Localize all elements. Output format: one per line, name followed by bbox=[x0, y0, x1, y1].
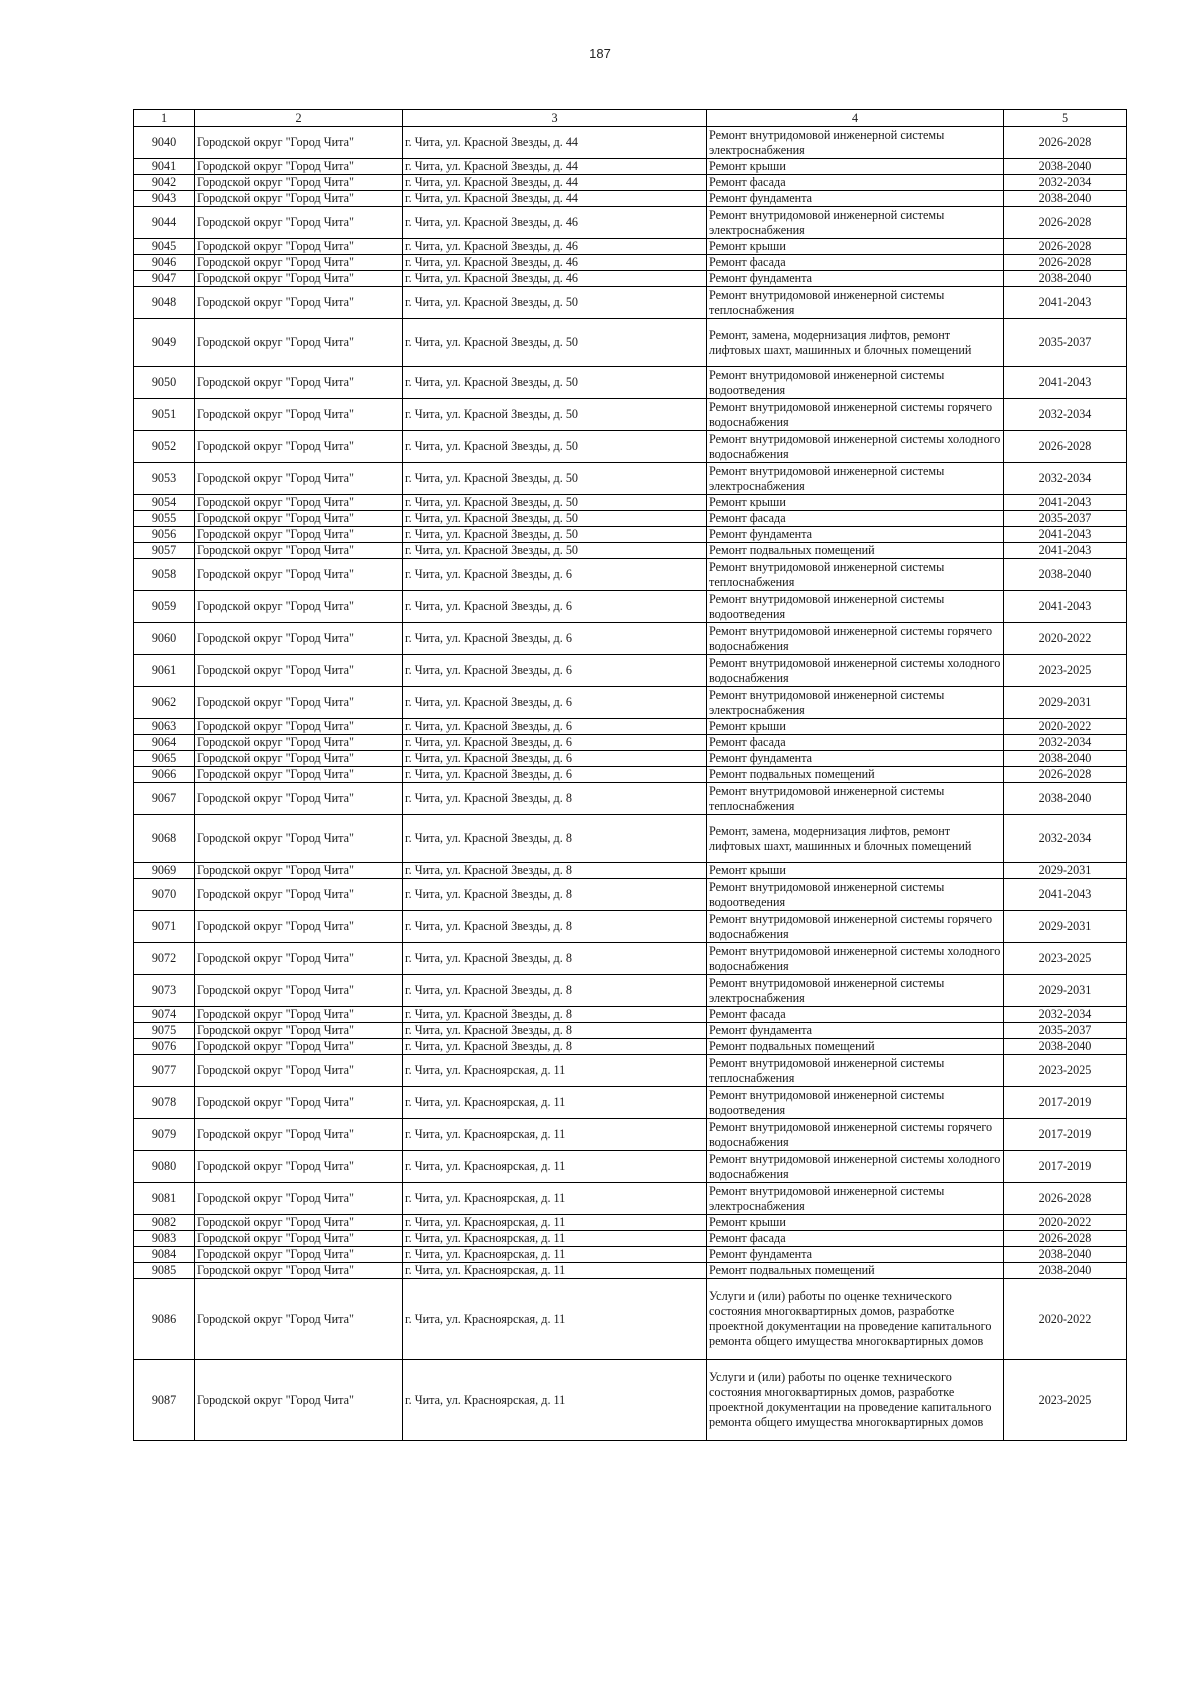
row-work-type: Ремонт фундамента bbox=[707, 191, 1004, 207]
table-row bbox=[134, 159, 1127, 175]
row-district: Городской округ "Город Чита" bbox=[195, 783, 403, 815]
row-district: Городской округ "Город Чита" bbox=[195, 1055, 403, 1087]
row-period: 2038-2040 bbox=[1004, 1247, 1127, 1263]
row-period: 2026-2028 bbox=[1004, 127, 1127, 159]
table-row bbox=[134, 367, 1127, 399]
row-address: г. Чита, ул. Красной Звезды, д. 6 bbox=[403, 735, 707, 751]
row-number: 9086 bbox=[134, 1279, 195, 1360]
row-work-type: Ремонт внутридомовой инженерной системы теплоснабжения bbox=[707, 559, 1004, 591]
column-header-work-type: 4 bbox=[707, 110, 1004, 127]
row-district: Городской округ "Город Чита" bbox=[195, 1087, 403, 1119]
table-row bbox=[134, 767, 1127, 783]
table-row bbox=[134, 319, 1127, 367]
row-district: Городской округ "Город Чита" bbox=[195, 1279, 403, 1360]
row-period: 2026-2028 bbox=[1004, 207, 1127, 239]
row-period: 2041-2043 bbox=[1004, 495, 1127, 511]
row-number: 9052 bbox=[134, 431, 195, 463]
row-number: 9069 bbox=[134, 863, 195, 879]
row-district: Городской округ "Город Чита" bbox=[195, 271, 403, 287]
row-work-type: Ремонт внутридомовой инженерной системы водоотведения bbox=[707, 367, 1004, 399]
table-row bbox=[134, 783, 1127, 815]
row-address: г. Чита, ул. Красной Звезды, д. 50 bbox=[403, 527, 707, 543]
row-work-type: Ремонт внутридомовой инженерной системы теплоснабжения bbox=[707, 783, 1004, 815]
row-period: 2029-2031 bbox=[1004, 975, 1127, 1007]
row-address: г. Чита, ул. Красной Звезды, д. 50 bbox=[403, 495, 707, 511]
row-address: г. Чита, ул. Красной Звезды, д. 6 bbox=[403, 687, 707, 719]
row-work-type: Услуги и (или) работы по оценке технического состояния многоквартирных домов, разработке проектной документации на проведение капитального ремонта общего имущества многоквартирных домов bbox=[707, 1360, 1004, 1441]
row-district: Городской округ "Город Чита" bbox=[195, 463, 403, 495]
table-row bbox=[134, 1360, 1127, 1441]
table-row bbox=[134, 399, 1127, 431]
row-district: Городской округ "Город Чита" bbox=[195, 911, 403, 943]
row-address: г. Чита, ул. Красной Звезды, д. 6 bbox=[403, 591, 707, 623]
column-header-address: 3 bbox=[403, 110, 707, 127]
row-period: 2038-2040 bbox=[1004, 159, 1127, 175]
table-row bbox=[134, 879, 1127, 911]
table-row bbox=[134, 975, 1127, 1007]
row-number: 9043 bbox=[134, 191, 195, 207]
row-address: г. Чита, ул. Красноярская, д. 11 bbox=[403, 1360, 707, 1441]
row-work-type: Ремонт внутридомовой инженерной системы теплоснабжения bbox=[707, 1055, 1004, 1087]
row-number: 9045 bbox=[134, 239, 195, 255]
row-period: 2038-2040 bbox=[1004, 1263, 1127, 1279]
table-row bbox=[134, 687, 1127, 719]
row-number: 9060 bbox=[134, 623, 195, 655]
table-body bbox=[134, 127, 1127, 1441]
row-period: 2041-2043 bbox=[1004, 287, 1127, 319]
column-header-number: 1 bbox=[134, 110, 195, 127]
row-address: г. Чита, ул. Красной Звезды, д. 44 bbox=[403, 127, 707, 159]
row-district: Городской округ "Город Чита" bbox=[195, 367, 403, 399]
row-period: 2026-2028 bbox=[1004, 431, 1127, 463]
row-work-type: Ремонт внутридомовой инженерной системы водоотведения bbox=[707, 879, 1004, 911]
row-address: г. Чита, ул. Красноярская, д. 11 bbox=[403, 1247, 707, 1263]
table-row bbox=[134, 1039, 1127, 1055]
row-district: Городской округ "Город Чита" bbox=[195, 543, 403, 559]
row-district: Городской округ "Город Чита" bbox=[195, 655, 403, 687]
row-work-type: Ремонт внутридомовой инженерной системы холодного водоснабжения bbox=[707, 943, 1004, 975]
table-row bbox=[134, 207, 1127, 239]
table-row bbox=[134, 495, 1127, 511]
table-row bbox=[134, 271, 1127, 287]
row-address: г. Чита, ул. Красной Звезды, д. 8 bbox=[403, 815, 707, 863]
row-district: Городской округ "Город Чита" bbox=[195, 943, 403, 975]
row-address: г. Чита, ул. Красной Звезды, д. 50 bbox=[403, 463, 707, 495]
row-work-type: Ремонт фундамента bbox=[707, 1023, 1004, 1039]
row-address: г. Чита, ул. Красной Звезды, д. 8 bbox=[403, 783, 707, 815]
repair-schedule-table bbox=[133, 109, 1127, 1441]
row-number: 9071 bbox=[134, 911, 195, 943]
table-row bbox=[134, 127, 1127, 159]
row-period: 2023-2025 bbox=[1004, 1055, 1127, 1087]
table-row bbox=[134, 1023, 1127, 1039]
row-address: г. Чита, ул. Красной Звезды, д. 8 bbox=[403, 1023, 707, 1039]
row-number: 9049 bbox=[134, 319, 195, 367]
row-number: 9068 bbox=[134, 815, 195, 863]
table-row bbox=[134, 1007, 1127, 1023]
table-row bbox=[134, 943, 1127, 975]
table-row bbox=[134, 287, 1127, 319]
row-work-type: Ремонт фундамента bbox=[707, 527, 1004, 543]
row-work-type: Ремонт внутридомовой инженерной системы водоотведения bbox=[707, 1087, 1004, 1119]
table-row bbox=[134, 175, 1127, 191]
row-period: 2038-2040 bbox=[1004, 783, 1127, 815]
row-work-type: Ремонт крыши bbox=[707, 159, 1004, 175]
row-number: 9078 bbox=[134, 1087, 195, 1119]
row-district: Городской округ "Город Чита" bbox=[195, 511, 403, 527]
row-number: 9041 bbox=[134, 159, 195, 175]
table-row bbox=[134, 1119, 1127, 1151]
table-row bbox=[134, 719, 1127, 735]
row-work-type: Ремонт подвальных помещений bbox=[707, 543, 1004, 559]
row-district: Городской округ "Город Чита" bbox=[195, 255, 403, 271]
row-district: Городской округ "Город Чита" bbox=[195, 239, 403, 255]
table-row bbox=[134, 1247, 1127, 1263]
table-row bbox=[134, 1279, 1127, 1360]
row-district: Городской округ "Город Чита" bbox=[195, 1119, 403, 1151]
table-row bbox=[134, 863, 1127, 879]
row-number: 9056 bbox=[134, 527, 195, 543]
row-work-type: Ремонт крыши bbox=[707, 495, 1004, 511]
row-period: 2020-2022 bbox=[1004, 719, 1127, 735]
row-period: 2038-2040 bbox=[1004, 1039, 1127, 1055]
row-period: 2038-2040 bbox=[1004, 271, 1127, 287]
row-number: 9055 bbox=[134, 511, 195, 527]
row-address: г. Чита, ул. Красной Звезды, д. 6 bbox=[403, 623, 707, 655]
row-period: 2038-2040 bbox=[1004, 191, 1127, 207]
row-address: г. Чита, ул. Красноярская, д. 11 bbox=[403, 1119, 707, 1151]
row-address: г. Чита, ул. Красноярская, д. 11 bbox=[403, 1151, 707, 1183]
row-district: Городской округ "Город Чита" bbox=[195, 767, 403, 783]
row-period: 2023-2025 bbox=[1004, 1360, 1127, 1441]
row-number: 9072 bbox=[134, 943, 195, 975]
row-period: 2041-2043 bbox=[1004, 879, 1127, 911]
row-district: Городской округ "Город Чита" bbox=[195, 591, 403, 623]
row-number: 9040 bbox=[134, 127, 195, 159]
table-row bbox=[134, 527, 1127, 543]
row-district: Городской округ "Город Чита" bbox=[195, 1360, 403, 1441]
row-period: 2032-2034 bbox=[1004, 735, 1127, 751]
table-row bbox=[134, 751, 1127, 767]
row-period: 2026-2028 bbox=[1004, 255, 1127, 271]
row-address: г. Чита, ул. Красноярская, д. 11 bbox=[403, 1215, 707, 1231]
table-row bbox=[134, 239, 1127, 255]
row-address: г. Чита, ул. Красной Звезды, д. 50 bbox=[403, 431, 707, 463]
row-work-type: Ремонт подвальных помещений bbox=[707, 767, 1004, 783]
row-district: Городской округ "Город Чита" bbox=[195, 1183, 403, 1215]
table-row bbox=[134, 543, 1127, 559]
row-number: 9067 bbox=[134, 783, 195, 815]
table-row bbox=[134, 1151, 1127, 1183]
row-address: г. Чита, ул. Красной Звезды, д. 6 bbox=[403, 559, 707, 591]
row-number: 9062 bbox=[134, 687, 195, 719]
row-district: Городской округ "Город Чита" bbox=[195, 1215, 403, 1231]
row-number: 9066 bbox=[134, 767, 195, 783]
row-work-type: Ремонт фундамента bbox=[707, 751, 1004, 767]
row-work-type: Ремонт внутридомовой инженерной системы теплоснабжения bbox=[707, 287, 1004, 319]
row-work-type: Ремонт крыши bbox=[707, 719, 1004, 735]
row-period: 2038-2040 bbox=[1004, 559, 1127, 591]
row-address: г. Чита, ул. Красноярская, д. 11 bbox=[403, 1231, 707, 1247]
row-period: 2023-2025 bbox=[1004, 655, 1127, 687]
row-district: Городской округ "Город Чита" bbox=[195, 975, 403, 1007]
row-period: 2020-2022 bbox=[1004, 1279, 1127, 1360]
table-row bbox=[134, 511, 1127, 527]
row-number: 9044 bbox=[134, 207, 195, 239]
row-work-type: Ремонт фасада bbox=[707, 255, 1004, 271]
row-address: г. Чита, ул. Красноярская, д. 11 bbox=[403, 1279, 707, 1360]
row-address: г. Чита, ул. Красноярская, д. 11 bbox=[403, 1087, 707, 1119]
row-work-type: Ремонт, замена, модернизация лифтов, ремонт лифтовых шахт, машинных и блочных помещений bbox=[707, 815, 1004, 863]
row-address: г. Чита, ул. Красноярская, д. 11 bbox=[403, 1183, 707, 1215]
row-work-type: Ремонт внутридомовой инженерной системы холодного водоснабжения bbox=[707, 1151, 1004, 1183]
row-address: г. Чита, ул. Красноярская, д. 11 bbox=[403, 1055, 707, 1087]
row-number: 9061 bbox=[134, 655, 195, 687]
table-row bbox=[134, 735, 1127, 751]
row-address: г. Чита, ул. Красной Звезды, д. 6 bbox=[403, 719, 707, 735]
row-work-type: Ремонт подвальных помещений bbox=[707, 1263, 1004, 1279]
row-address: г. Чита, ул. Красной Звезды, д. 44 bbox=[403, 175, 707, 191]
row-district: Городской округ "Город Чита" bbox=[195, 1263, 403, 1279]
table-row bbox=[134, 255, 1127, 271]
row-number: 9083 bbox=[134, 1231, 195, 1247]
row-work-type: Ремонт фундамента bbox=[707, 1247, 1004, 1263]
row-district: Городской округ "Город Чита" bbox=[195, 863, 403, 879]
column-header-period: 5 bbox=[1004, 110, 1127, 127]
row-district: Городской округ "Город Чита" bbox=[195, 319, 403, 367]
row-address: г. Чита, ул. Красной Звезды, д. 50 bbox=[403, 399, 707, 431]
row-district: Городской округ "Город Чита" bbox=[195, 719, 403, 735]
row-work-type: Ремонт внутридомовой инженерной системы горячего водоснабжения bbox=[707, 399, 1004, 431]
row-address: г. Чита, ул. Красной Звезды, д. 6 bbox=[403, 655, 707, 687]
row-period: 2029-2031 bbox=[1004, 911, 1127, 943]
table-row bbox=[134, 463, 1127, 495]
row-address: г. Чита, ул. Красной Звезды, д. 8 bbox=[403, 879, 707, 911]
row-address: г. Чита, ул. Красной Звезды, д. 46 bbox=[403, 271, 707, 287]
row-work-type: Ремонт внутридомовой инженерной системы водоотведения bbox=[707, 591, 1004, 623]
row-period: 2041-2043 bbox=[1004, 591, 1127, 623]
row-number: 9051 bbox=[134, 399, 195, 431]
row-work-type: Ремонт внутридомовой инженерной системы горячего водоснабжения bbox=[707, 911, 1004, 943]
row-district: Городской округ "Город Чита" bbox=[195, 1039, 403, 1055]
row-period: 2032-2034 bbox=[1004, 815, 1127, 863]
row-address: г. Чита, ул. Красной Звезды, д. 8 bbox=[403, 863, 707, 879]
row-district: Городской округ "Город Чита" bbox=[195, 527, 403, 543]
table-row bbox=[134, 655, 1127, 687]
row-work-type: Ремонт, замена, модернизация лифтов, ремонт лифтовых шахт, машинных и блочных помещений bbox=[707, 319, 1004, 367]
row-address: г. Чита, ул. Красной Звезды, д. 44 bbox=[403, 191, 707, 207]
row-number: 9082 bbox=[134, 1215, 195, 1231]
row-period: 2038-2040 bbox=[1004, 751, 1127, 767]
row-district: Городской округ "Город Чита" bbox=[195, 207, 403, 239]
row-district: Городской округ "Город Чита" bbox=[195, 879, 403, 911]
row-period: 2032-2034 bbox=[1004, 1007, 1127, 1023]
row-district: Городской округ "Город Чита" bbox=[195, 1231, 403, 1247]
row-address: г. Чита, ул. Красной Звезды, д. 46 bbox=[403, 255, 707, 271]
row-district: Городской округ "Город Чита" bbox=[195, 1247, 403, 1263]
row-period: 2032-2034 bbox=[1004, 463, 1127, 495]
row-district: Городской округ "Город Чита" bbox=[195, 751, 403, 767]
row-address: г. Чита, ул. Красной Звезды, д. 8 bbox=[403, 943, 707, 975]
row-address: г. Чита, ул. Красной Звезды, д. 8 bbox=[403, 911, 707, 943]
table-row bbox=[134, 1087, 1127, 1119]
table-header-row bbox=[134, 110, 1127, 127]
row-number: 9058 bbox=[134, 559, 195, 591]
row-district: Городской округ "Город Чита" bbox=[195, 559, 403, 591]
row-number: 9046 bbox=[134, 255, 195, 271]
row-work-type: Ремонт внутридомовой инженерной системы электроснабжения bbox=[707, 687, 1004, 719]
row-work-type: Ремонт внутридомовой инженерной системы горячего водоснабжения bbox=[707, 623, 1004, 655]
row-number: 9073 bbox=[134, 975, 195, 1007]
row-work-type: Ремонт внутридомовой инженерной системы холодного водоснабжения bbox=[707, 655, 1004, 687]
row-district: Городской округ "Город Чита" bbox=[195, 191, 403, 207]
row-work-type: Ремонт крыши bbox=[707, 863, 1004, 879]
row-period: 2041-2043 bbox=[1004, 543, 1127, 559]
row-number: 9042 bbox=[134, 175, 195, 191]
row-number: 9075 bbox=[134, 1023, 195, 1039]
row-district: Городской округ "Город Чита" bbox=[195, 127, 403, 159]
row-period: 2032-2034 bbox=[1004, 175, 1127, 191]
row-work-type: Ремонт крыши bbox=[707, 239, 1004, 255]
row-number: 9057 bbox=[134, 543, 195, 559]
column-header-district: 2 bbox=[195, 110, 403, 127]
row-number: 9064 bbox=[134, 735, 195, 751]
row-period: 2020-2022 bbox=[1004, 1215, 1127, 1231]
row-work-type: Услуги и (или) работы по оценке технического состояния многоквартирных домов, разработке проектной документации на проведение капитального ремонта общего имущества многоквартирных домов bbox=[707, 1279, 1004, 1360]
row-work-type: Ремонт внутридомовой инженерной системы электроснабжения bbox=[707, 127, 1004, 159]
row-district: Городской округ "Город Чита" bbox=[195, 287, 403, 319]
row-number: 9081 bbox=[134, 1183, 195, 1215]
row-district: Городской округ "Город Чита" bbox=[195, 815, 403, 863]
row-number: 9059 bbox=[134, 591, 195, 623]
row-period: 2032-2034 bbox=[1004, 399, 1127, 431]
row-period: 2017-2019 bbox=[1004, 1087, 1127, 1119]
row-district: Городской округ "Город Чита" bbox=[195, 495, 403, 511]
row-work-type: Ремонт фасада bbox=[707, 175, 1004, 191]
row-number: 9076 bbox=[134, 1039, 195, 1055]
row-work-type: Ремонт внутридомовой инженерной системы электроснабжения bbox=[707, 1183, 1004, 1215]
row-period: 2026-2028 bbox=[1004, 1183, 1127, 1215]
table-row bbox=[134, 591, 1127, 623]
row-period: 2017-2019 bbox=[1004, 1151, 1127, 1183]
row-period: 2041-2043 bbox=[1004, 367, 1127, 399]
row-work-type: Ремонт фасада bbox=[707, 511, 1004, 527]
row-number: 9084 bbox=[134, 1247, 195, 1263]
row-address: г. Чита, ул. Красной Звезды, д. 6 bbox=[403, 751, 707, 767]
table-row bbox=[134, 559, 1127, 591]
row-district: Городской округ "Город Чита" bbox=[195, 399, 403, 431]
page-number: 187 bbox=[589, 46, 611, 61]
row-address: г. Чита, ул. Красноярская, д. 11 bbox=[403, 1263, 707, 1279]
row-work-type: Ремонт внутридомовой инженерной системы электроснабжения bbox=[707, 207, 1004, 239]
row-number: 9085 bbox=[134, 1263, 195, 1279]
row-district: Городской округ "Город Чита" bbox=[195, 175, 403, 191]
row-address: г. Чита, ул. Красной Звезды, д. 50 bbox=[403, 287, 707, 319]
row-work-type: Ремонт фундамента bbox=[707, 271, 1004, 287]
row-number: 9050 bbox=[134, 367, 195, 399]
row-period: 2026-2028 bbox=[1004, 239, 1127, 255]
row-district: Городской округ "Город Чита" bbox=[195, 159, 403, 175]
row-district: Городской округ "Город Чита" bbox=[195, 623, 403, 655]
row-work-type: Ремонт внутридомовой инженерной системы холодного водоснабжения bbox=[707, 431, 1004, 463]
row-period: 2035-2037 bbox=[1004, 319, 1127, 367]
row-work-type: Ремонт фасада bbox=[707, 735, 1004, 751]
table-row bbox=[134, 815, 1127, 863]
row-address: г. Чита, ул. Красной Звезды, д. 50 bbox=[403, 367, 707, 399]
row-number: 9065 bbox=[134, 751, 195, 767]
row-work-type: Ремонт крыши bbox=[707, 1215, 1004, 1231]
row-number: 9063 bbox=[134, 719, 195, 735]
table-row bbox=[134, 1055, 1127, 1087]
row-district: Городской округ "Город Чита" bbox=[195, 1023, 403, 1039]
row-period: 2029-2031 bbox=[1004, 687, 1127, 719]
row-work-type: Ремонт фасада bbox=[707, 1231, 1004, 1247]
table-row bbox=[134, 623, 1127, 655]
row-address: г. Чита, ул. Красной Звезды, д. 44 bbox=[403, 159, 707, 175]
row-address: г. Чита, ул. Красной Звезды, д. 50 bbox=[403, 319, 707, 367]
row-period: 2029-2031 bbox=[1004, 863, 1127, 879]
row-address: г. Чита, ул. Красной Звезды, д. 8 bbox=[403, 1039, 707, 1055]
row-address: г. Чита, ул. Красной Звезды, д. 46 bbox=[403, 239, 707, 255]
table-row bbox=[134, 1263, 1127, 1279]
row-work-type: Ремонт внутридомовой инженерной системы электроснабжения bbox=[707, 463, 1004, 495]
row-address: г. Чита, ул. Красной Звезды, д. 8 bbox=[403, 1007, 707, 1023]
row-number: 9053 bbox=[134, 463, 195, 495]
row-district: Городской округ "Город Чита" bbox=[195, 735, 403, 751]
row-district: Городской округ "Город Чита" bbox=[195, 1007, 403, 1023]
row-work-type: Ремонт внутридомовой инженерной системы горячего водоснабжения bbox=[707, 1119, 1004, 1151]
row-period: 2041-2043 bbox=[1004, 527, 1127, 543]
row-address: г. Чита, ул. Красной Звезды, д. 46 bbox=[403, 207, 707, 239]
row-number: 9079 bbox=[134, 1119, 195, 1151]
row-work-type: Ремонт внутридомовой инженерной системы электроснабжения bbox=[707, 975, 1004, 1007]
row-number: 9080 bbox=[134, 1151, 195, 1183]
row-period: 2035-2037 bbox=[1004, 511, 1127, 527]
row-district: Городской округ "Город Чита" bbox=[195, 1151, 403, 1183]
row-period: 2023-2025 bbox=[1004, 943, 1127, 975]
row-number: 9077 bbox=[134, 1055, 195, 1087]
table-row bbox=[134, 191, 1127, 207]
row-address: г. Чита, ул. Красной Звезды, д. 6 bbox=[403, 767, 707, 783]
table-row bbox=[134, 431, 1127, 463]
row-district: Городской округ "Город Чита" bbox=[195, 431, 403, 463]
row-number: 9074 bbox=[134, 1007, 195, 1023]
row-period: 2020-2022 bbox=[1004, 623, 1127, 655]
row-number: 9087 bbox=[134, 1360, 195, 1441]
row-period: 2035-2037 bbox=[1004, 1023, 1127, 1039]
row-address: г. Чита, ул. Красной Звезды, д. 50 bbox=[403, 511, 707, 527]
row-number: 9047 bbox=[134, 271, 195, 287]
row-period: 2017-2019 bbox=[1004, 1119, 1127, 1151]
row-number: 9048 bbox=[134, 287, 195, 319]
row-address: г. Чита, ул. Красной Звезды, д. 50 bbox=[403, 543, 707, 559]
row-address: г. Чита, ул. Красной Звезды, д. 8 bbox=[403, 975, 707, 1007]
row-number: 9054 bbox=[134, 495, 195, 511]
row-number: 9070 bbox=[134, 879, 195, 911]
table-row bbox=[134, 1215, 1127, 1231]
row-district: Городской округ "Город Чита" bbox=[195, 687, 403, 719]
table-row bbox=[134, 1231, 1127, 1247]
row-period: 2026-2028 bbox=[1004, 767, 1127, 783]
row-work-type: Ремонт фасада bbox=[707, 1007, 1004, 1023]
table-row bbox=[134, 911, 1127, 943]
row-work-type: Ремонт подвальных помещений bbox=[707, 1039, 1004, 1055]
table-row bbox=[134, 1183, 1127, 1215]
row-period: 2026-2028 bbox=[1004, 1231, 1127, 1247]
